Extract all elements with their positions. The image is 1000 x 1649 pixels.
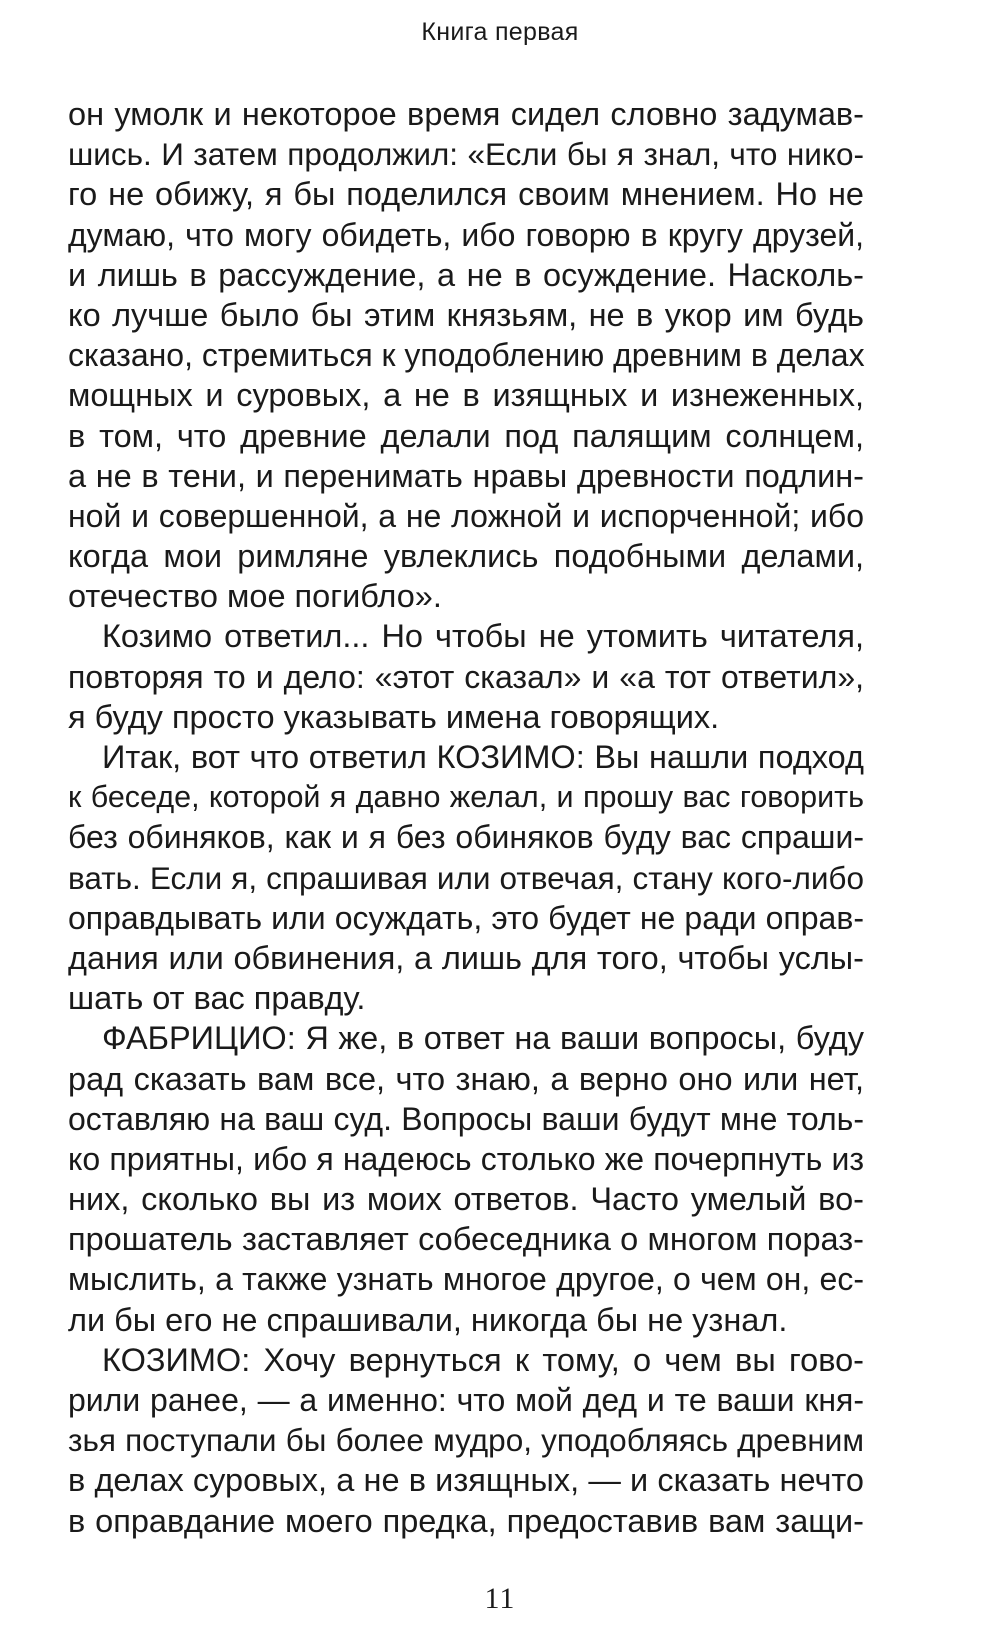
running-head: Книга первая — [421, 18, 579, 46]
text-line: отечество мое погибло». — [68, 578, 442, 615]
text-line: КОЗИМО: Хочу вернуться к тому, о чем вы гово- — [102, 1341, 864, 1378]
text-line: вать. Если я, спрашивая или отвечая, стану кого-либо — [68, 859, 864, 896]
text-line: оправдывать или осуждать, это будет не ради оправ- — [68, 899, 864, 936]
text-line: повторяя то и дело: «этот сказал» и «а тот ответил», — [68, 658, 864, 695]
text-line: ли бы его не спрашивали, никогда бы не узнал. — [68, 1301, 788, 1338]
text-line: ко приятны, ибо я надеюсь столько же почерпнуть из — [68, 1140, 864, 1177]
text-line: он умолк и некоторое время сидел словно задумав- — [68, 96, 864, 132]
text-line: ко лучше было бы этим князьям, не в укор им будь — [68, 296, 864, 333]
text-line: ФАБРИЦИО: Я же, в ответ на ваши вопросы, буду — [102, 1020, 864, 1057]
text-line: а не в тени, и перенимать нравы древности подлин- — [68, 457, 864, 494]
paragraph — [68, 1340, 864, 1541]
text-line: мыслить, а также узнать многое другое, о чем он, ес- — [68, 1261, 864, 1298]
text-line: в том, что древние делали под палящим солнцем, — [68, 417, 864, 454]
text-line: без обиняков, как и я без обиняков буду вас спраши- — [68, 819, 864, 856]
text-line: я буду просто указывать имена говорящих. — [68, 698, 720, 735]
text-line: зья поступали бы более мудро, уподобляясь древним — [68, 1422, 864, 1459]
text-line: них, сколько вы из моих ответов. Часто умелый во- — [68, 1181, 864, 1218]
text-line: сказано, стремиться к уподоблению древним в делах — [68, 337, 865, 374]
text-line: мощных и суровых, а не в изящных и изнеженных, — [68, 377, 864, 414]
text-line: прошатель заставляет собеседника о многом пораз- — [68, 1221, 864, 1258]
body-text — [68, 94, 864, 1541]
text-line: рили ранее, — а именно: что мой дед и те ваши кня- — [68, 1382, 864, 1418]
text-line: рад сказать вам все, что знаю, а верно оно или нет, — [68, 1060, 864, 1097]
text-line: и лишь в рассуждение, а не в осуждение. Насколь- — [68, 256, 864, 293]
text-line: когда мои римляне увлеклись подобными делами, — [68, 538, 864, 575]
paragraph — [68, 1018, 864, 1340]
page-number: 11 — [484, 1582, 516, 1615]
paragraph — [68, 94, 864, 616]
text-line: шать от вас правду. — [68, 980, 366, 1017]
text-line: в делах суровых, а не в изящных, — и сказать нечто — [68, 1462, 864, 1499]
paragraph — [68, 737, 864, 1018]
paragraph — [68, 616, 864, 737]
text-line: оставляю на ваш суд. Вопросы ваши будут мне толь- — [68, 1100, 864, 1137]
text-line: го не обижу, я бы поделился своим мнением. Но не — [68, 176, 864, 213]
text-line: к беседе, которой я давно желал, и прошу вас говорить — [68, 780, 864, 815]
text-line: Козимо ответил... Но чтобы не утомить читателя, — [102, 618, 864, 655]
text-line: ной и совершенной, а не ложной и испорченной; ибо — [68, 497, 864, 534]
text-line: Итак, вот что ответил КОЗИМО: Вы нашли подход — [102, 739, 864, 775]
text-line: в оправдание моего предка, предоставив вам защи- — [68, 1502, 864, 1539]
text-line: шись. И затем продолжил: «Если бы я знал, что нико- — [68, 136, 864, 173]
text-line: дания или обвинения, а лишь для того, чтобы услы- — [68, 939, 864, 976]
text-line: думаю, что могу обидеть, ибо говорю в кругу друзей, — [68, 216, 864, 253]
